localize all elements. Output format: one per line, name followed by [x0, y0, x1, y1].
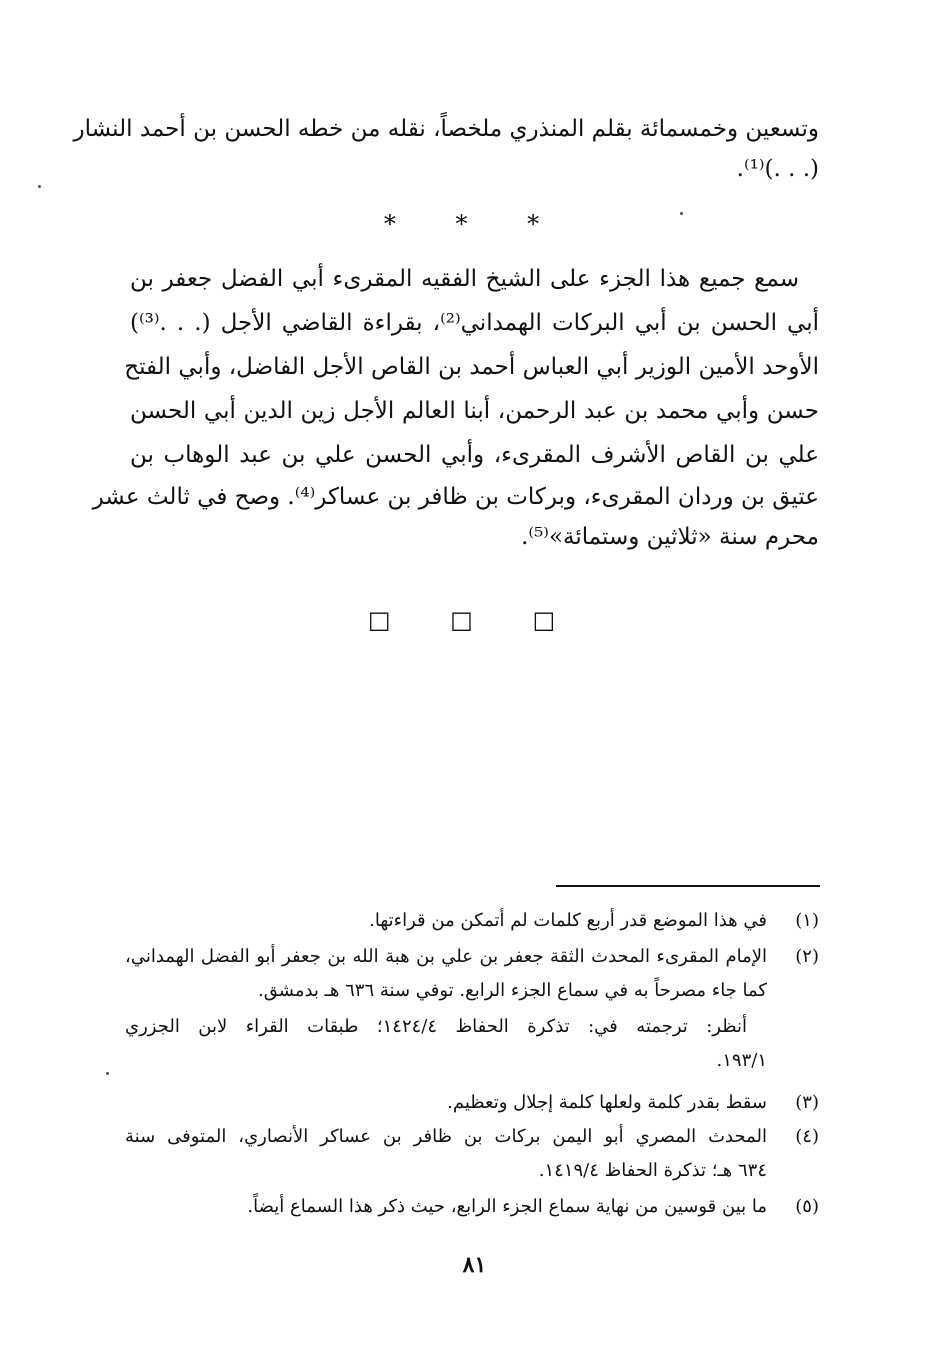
separator-boxes: □ □ □	[367, 606, 582, 634]
scan-speck	[106, 1072, 109, 1075]
footnote-text: كما جاء مصرحاً به في سماع الجزء الرابع. توفي سنة ٦٣٦ هـ بدمشق.	[258, 980, 767, 1001]
main-paragraph-line-5: علي بن القاص الأشرف المقرىء، وأبي الحسن علي بن عبد الوهاب بن	[130, 442, 819, 468]
top-paragraph-line-1: وتسعين وخمسمائة بقلم المنذري ملخصاً، نقله من خطه الحسن بن أحمد النشار	[73, 116, 819, 142]
main-paragraph-line-1: سمع جميع هذا الجزء على الشيخ الفقيه المقرىء أبي الفضل جعفر بن	[130, 266, 799, 292]
footnote-rule	[556, 885, 820, 887]
main-paragraph-line-3: الأوحد الأمين الوزير أبي العباس أحمد بن القاص الأجل الفاضل، وأبي الفتح	[124, 354, 819, 380]
main-paragraph-line-2: أبي الحسن بن أبي البركات الهمداني⁽²⁾، بقراءة القاضي الأجل (. . .⁽³⁾)	[130, 310, 819, 336]
footnote-number: (٢)	[795, 946, 819, 967]
footnote-text: ٦٣٤ هـ؛ تذكرة الحفاظ ١٤١٩/٤.	[538, 1160, 767, 1181]
footnote-text: أنظر: ترجمته في: تذكرة الحفاظ ١٤٢٤/٤؛ طبقات القراء لابن الجزري	[125, 1016, 748, 1037]
separator-stars: * * *	[383, 210, 566, 238]
footnote-text: المحدث المصري أبو اليمن بركات بن ظافر بن عساكر الأنصاري، المتوفى سنة	[125, 1126, 767, 1147]
scan-speck	[38, 185, 41, 188]
top-paragraph-line-2: (. . .)⁽¹⁾.	[736, 156, 819, 182]
scan-speck	[680, 212, 683, 215]
footnote-text: ما بين قوسين من نهاية سماع الجزء الرابع، حيث ذكر هذا السماع أيضاً.	[247, 1196, 767, 1217]
footnote-number: (٣)	[795, 1092, 819, 1113]
page-number: ٨١	[462, 1252, 487, 1278]
footnote-number: (٤)	[795, 1126, 819, 1147]
footnote-number: (١)	[795, 910, 819, 931]
main-paragraph-line-4: حسن وأبي محمد بن عبد الرحمن، أبنا العالم الأجل زين الدين أبي الحسن	[130, 398, 819, 424]
footnote-text: ١٩٣/١.	[716, 1050, 767, 1071]
main-paragraph-line-6: عتيق بن وردان المقرىء، وبركات بن ظافر بن عساكر⁽⁴⁾. وصح في ثالث عشر	[92, 484, 819, 510]
footnote-number: (٥)	[795, 1196, 819, 1217]
footnote-text: الإمام المقرىء المحدث الثقة جعفر بن علي بن هبة الله بن جعفر أبو الفضل الهمداني،	[125, 946, 767, 967]
footnote-text: في هذا الموضع قدر أربع كلمات لم أتمكن من قراءتها.	[369, 910, 767, 931]
main-paragraph-line-7: محرم سنة «ثلاثين وستمائة»⁽⁵⁾.	[521, 524, 819, 550]
footnote-text: سقط بقدر كلمة ولعلها كلمة إجلال وتعظيم.	[447, 1092, 767, 1113]
